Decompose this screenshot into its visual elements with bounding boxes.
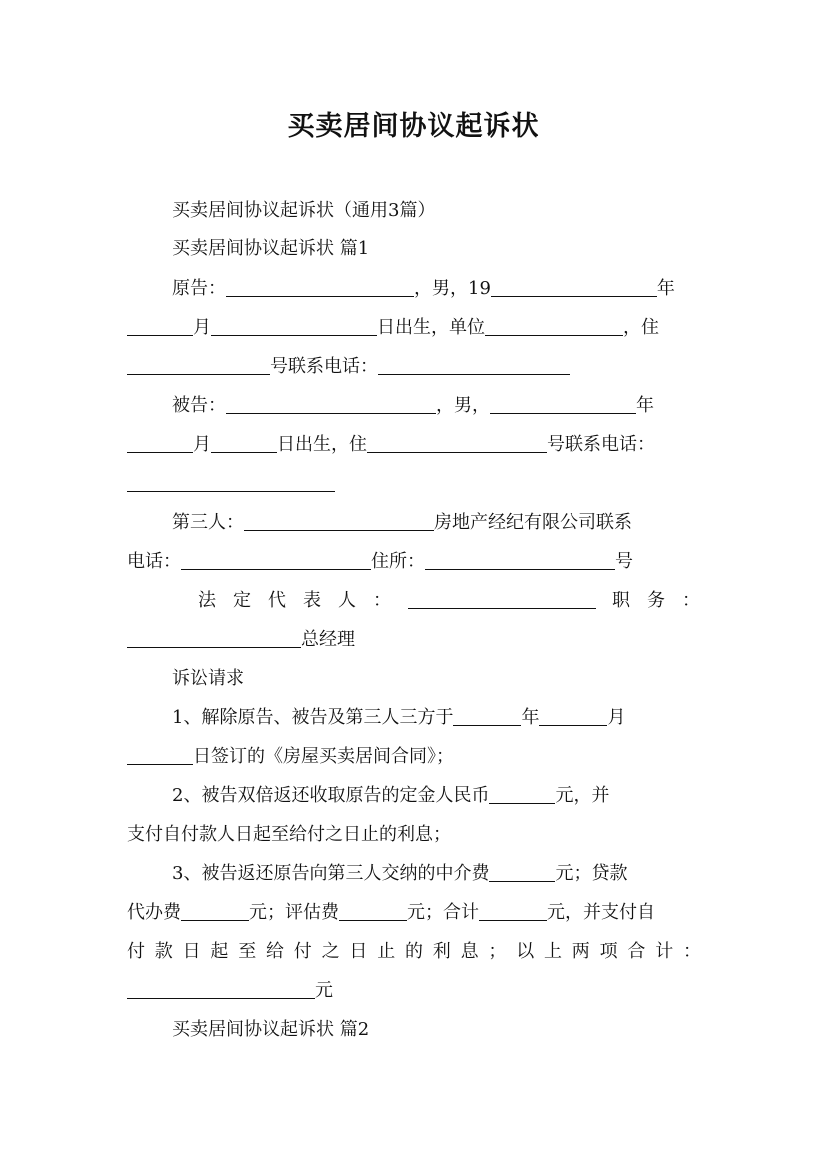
defendant-name-blank[interactable]	[226, 393, 436, 414]
section-heading-1: 买卖居间协议起诉状 篇1	[172, 238, 370, 259]
defendant-phone-text: 号联系电话：	[547, 434, 655, 455]
claim-1-line-1	[172, 699, 701, 737]
defendant-birth-live-text: 日出生，住	[277, 434, 367, 455]
claim-2-line-2: 支付自付款人日起至给付之日止的利息；	[127, 824, 451, 845]
defendant-month-text: 月	[193, 434, 211, 455]
third-party-name-blank[interactable]	[244, 510, 434, 531]
third-party-line-2	[127, 543, 701, 581]
claim-3-suffix: 元；贷款	[555, 863, 628, 884]
third-party-address-blank[interactable]	[425, 549, 615, 570]
claim-2-line-1	[172, 777, 701, 815]
claim-2-amount-blank[interactable]	[489, 783, 555, 804]
claim-2-suffix: 元，并	[555, 785, 610, 806]
third-party-label: 第三人：	[172, 512, 244, 533]
plaintiff-birth-day-blank[interactable]	[211, 315, 377, 336]
claim-3-loan-fee-blank[interactable]	[181, 900, 249, 921]
claim-1-month-text: 月	[607, 707, 626, 728]
defendant-year-text: 年	[636, 395, 654, 416]
defendant-birth-month-blank[interactable]	[127, 432, 193, 453]
claim-1-suffix: 日签订的《房屋买卖居间合同》；	[193, 746, 454, 767]
representative-label: 法定代表人：	[198, 590, 408, 611]
claim-3-assess-fee-blank[interactable]	[339, 900, 407, 921]
claim-1-year-blank[interactable]	[453, 705, 521, 726]
defendant-birth-day-blank[interactable]	[211, 432, 277, 453]
representative-post-text: 职务：	[612, 590, 717, 611]
claim-1-line-2	[127, 738, 701, 776]
section-heading-2: 买卖居间协议起诉状 篇2	[172, 1019, 370, 1040]
plaintiff-address-blank[interactable]	[127, 354, 270, 375]
claim-3-line-2	[127, 894, 701, 932]
plaintiff-birth-year-blank[interactable]	[491, 276, 657, 297]
representative-post-blank[interactable]	[127, 627, 301, 648]
plaintiff-line-1	[172, 270, 701, 308]
plaintiff-name-blank[interactable]	[226, 276, 414, 297]
plaintiff-live-text: ，住	[623, 317, 659, 338]
third-party-address-text: 住所：	[371, 551, 425, 572]
defendant-line-1	[172, 387, 701, 425]
claim-3-line-3: 付款日起至给付之日止的利息；以上两项合计：	[127, 941, 701, 962]
claim-2-prefix: 2、被告双倍返还收取原告的定金人民币	[172, 785, 490, 806]
third-party-phone-blank[interactable]	[181, 549, 371, 570]
plaintiff-line-2	[127, 309, 701, 347]
representative-name-blank[interactable]	[408, 588, 596, 609]
claim-3-total-blank[interactable]	[479, 900, 547, 921]
plaintiff-phone-blank[interactable]	[378, 354, 570, 375]
third-party-line-1	[172, 504, 701, 542]
claim-3-sum-blank[interactable]	[127, 978, 315, 999]
claim-1-month-blank[interactable]	[539, 705, 607, 726]
claim-3-pay-text: 元，并支付自	[547, 902, 655, 923]
claim-3-prefix: 3、被告返还原告向第三人交纳的中介费	[172, 863, 490, 884]
claim-1-prefix: 1、解除原告、被告及第三人三方于	[172, 707, 454, 728]
plaintiff-line-3	[127, 348, 701, 386]
claim-1-day-blank[interactable]	[127, 744, 193, 765]
plaintiff-phone-text: 号联系电话：	[270, 356, 378, 377]
defendant-phone-blank[interactable]	[127, 471, 335, 492]
defendant-address-blank[interactable]	[367, 432, 547, 453]
document-subtitle: 买卖居间协议起诉状（通用3篇）	[172, 200, 436, 221]
representative-line-2	[127, 621, 701, 659]
document-title: 买卖居间协议起诉状	[287, 111, 540, 142]
defendant-line-3	[127, 465, 701, 503]
plaintiff-birth-month-blank[interactable]	[127, 315, 193, 336]
claim-3-total-text: 元；合计	[407, 902, 479, 923]
plaintiff-birth-unit-text: 日出生，单位	[377, 317, 485, 338]
claim-3-agency-fee-blank[interactable]	[489, 861, 555, 882]
defendant-label: 被告：	[172, 395, 226, 416]
representative-manager-text: 总经理	[301, 629, 355, 650]
plaintiff-year-text: 年	[656, 278, 675, 299]
plaintiff-unit-blank[interactable]	[485, 315, 623, 336]
claims-heading: 诉讼请求	[172, 668, 244, 689]
third-party-company-text: 房地产经纪有限公司联系	[434, 512, 632, 533]
plaintiff-gender: ，男，19	[414, 278, 491, 299]
third-party-number-text: 号	[615, 551, 633, 572]
claim-3-line-4	[127, 972, 701, 1010]
plaintiff-month-text: 月	[193, 317, 211, 338]
claim-3-yuan-text: 元	[315, 980, 333, 1001]
defendant-line-2	[127, 426, 701, 464]
claim-3-assess-text: 元；评估费	[249, 902, 339, 923]
representative-line-1	[198, 582, 717, 620]
claim-1-year-text: 年	[521, 707, 540, 728]
third-party-phone-text: 电话：	[127, 551, 181, 572]
claim-3-agency-text: 代办费	[127, 902, 181, 923]
defendant-gender: ，男，	[436, 395, 490, 416]
plaintiff-label: 原告：	[172, 278, 226, 299]
claim-3-line-1	[172, 855, 701, 893]
defendant-birth-year-blank[interactable]	[490, 393, 636, 414]
